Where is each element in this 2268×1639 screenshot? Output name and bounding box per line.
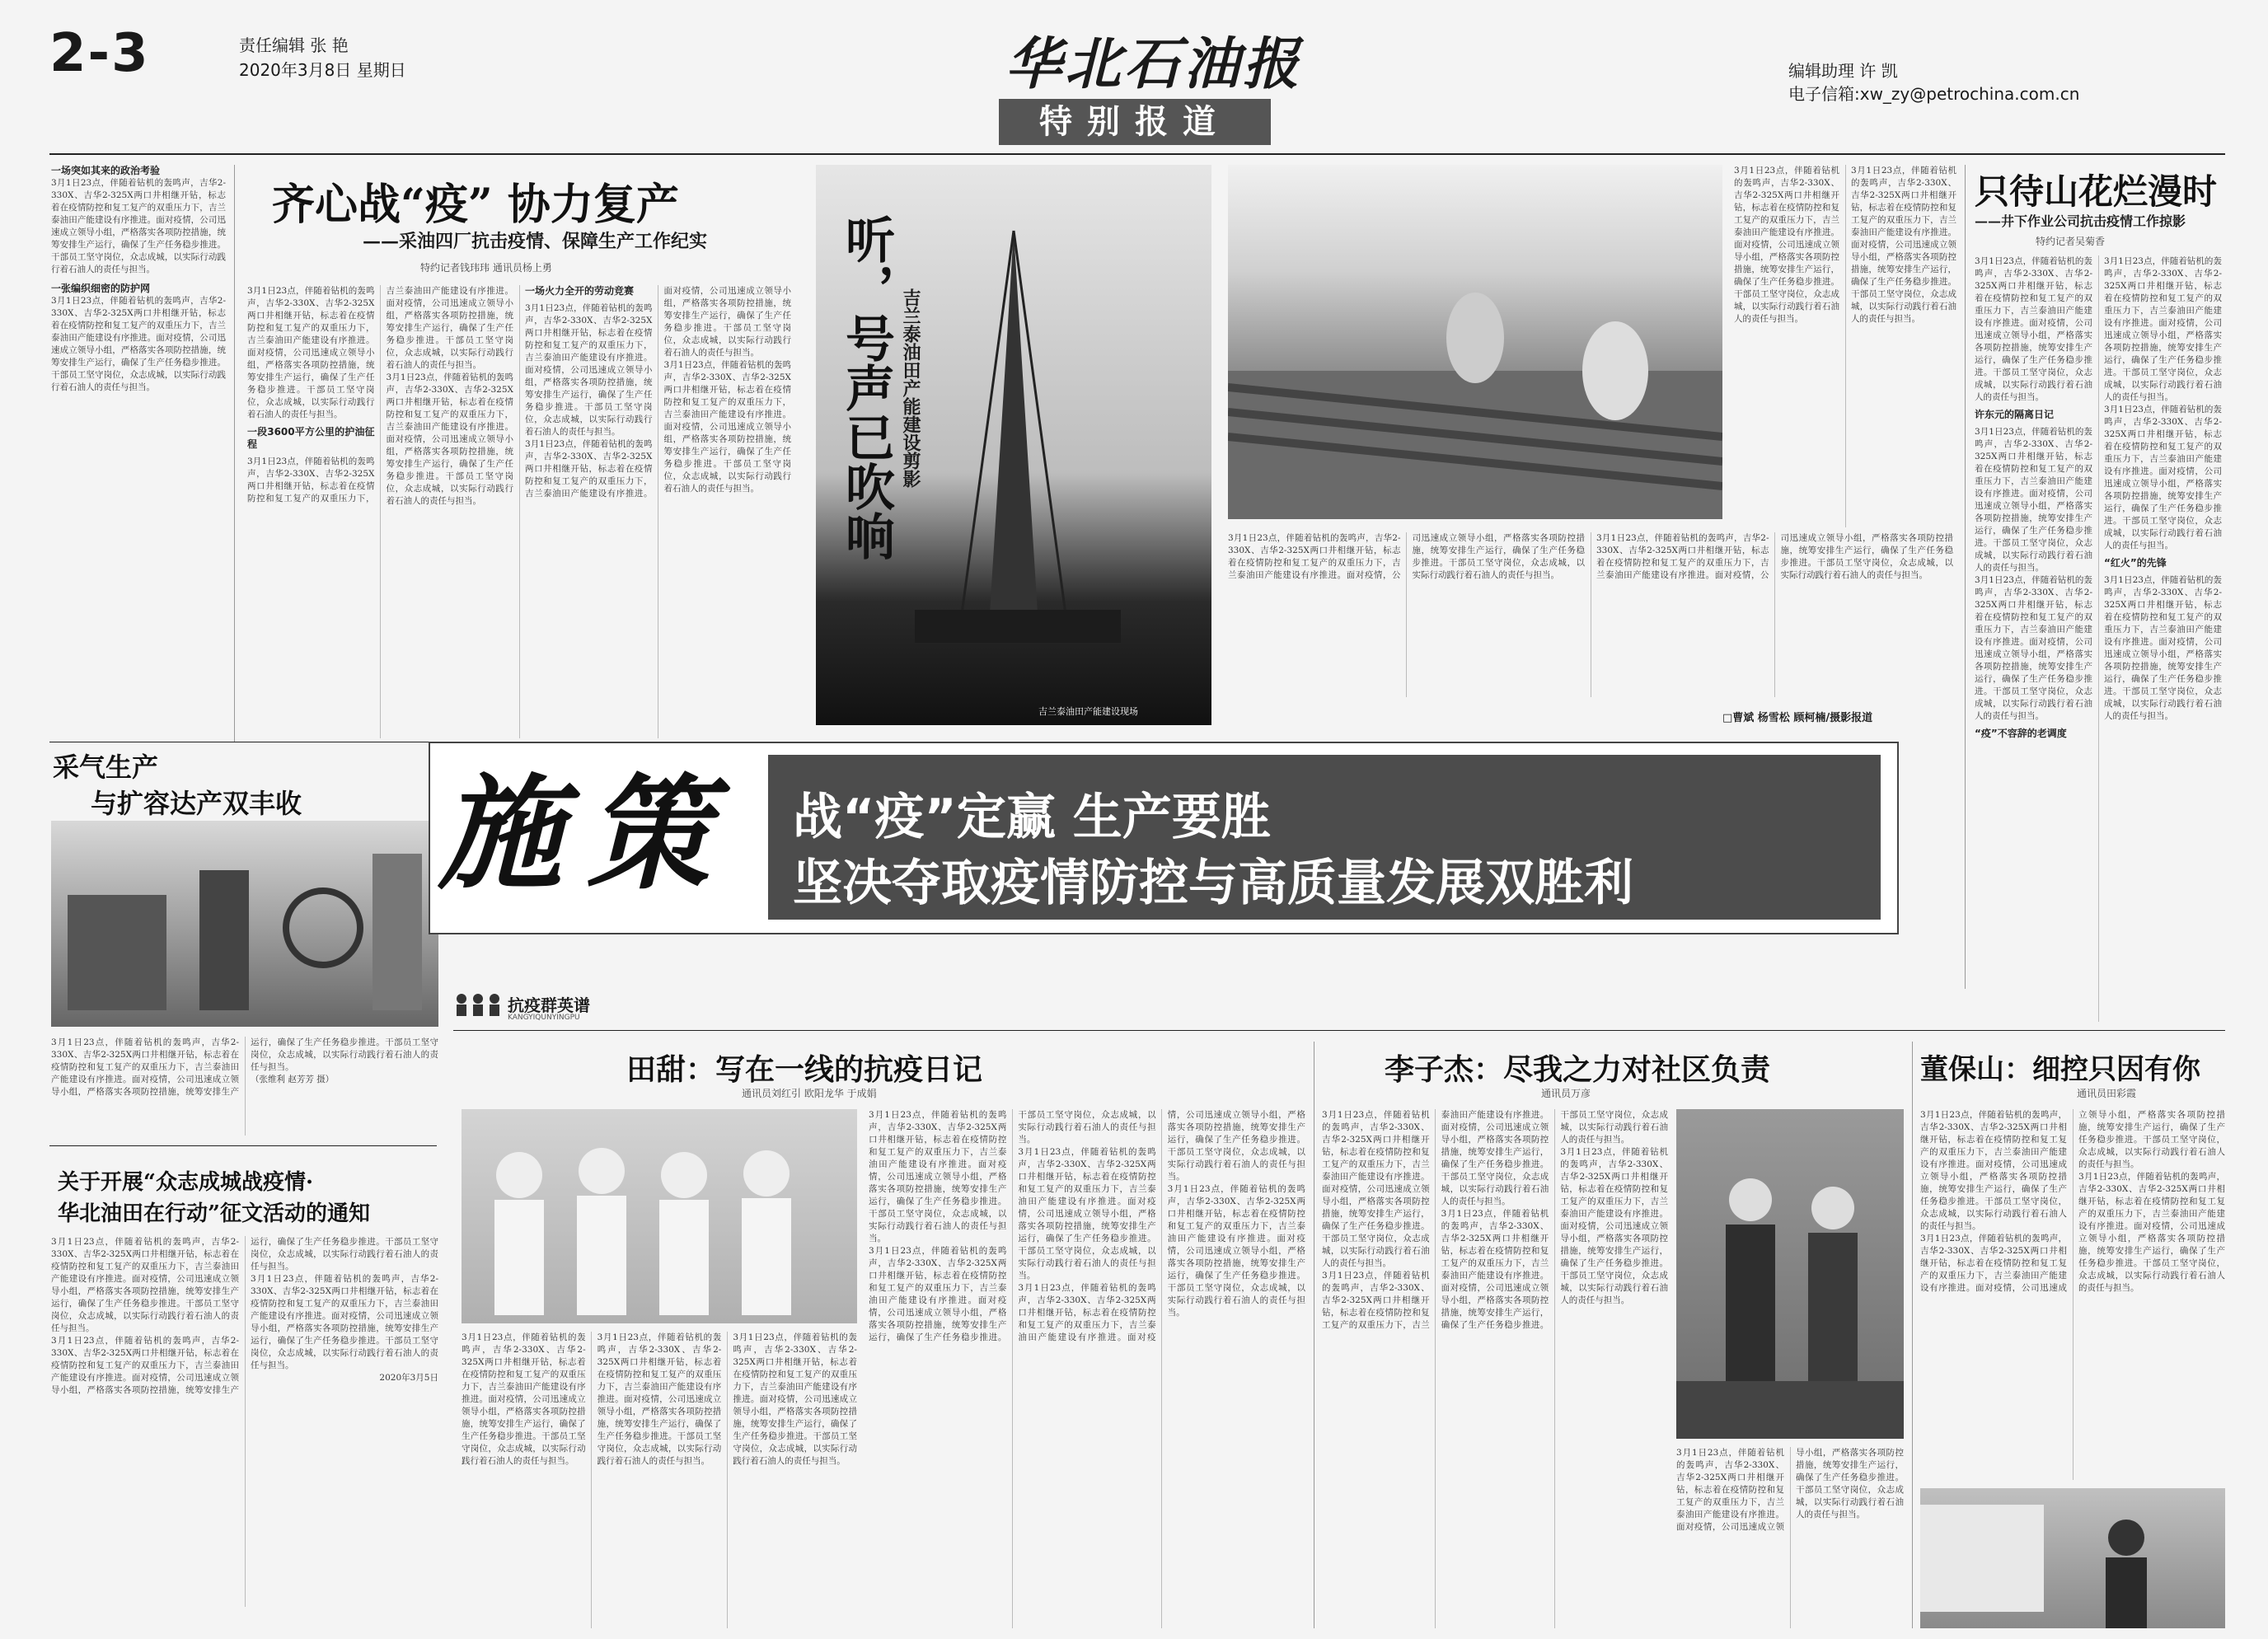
- disinfection-drawing: [1920, 1488, 2225, 1628]
- section-rule: [49, 1145, 437, 1146]
- article-paragraph: 3月1日23点，伴随着钻机的轰鸣声，吉华2-330X、吉华2-325X两口井相继开钻，标志着在疫情防控和复工复产的双重压力下，吉兰泰油田产能建设有序推进。面对疫情，公司迅速成立领导小组，严格落实各项防控措施，统筹安排生产运行，确保了生产任务稳步推进。干部员工坚守岗位，众志成城，以实际行动践行着石油人的责任与担当。: [2104, 575, 2222, 721]
- article-paragraph: 3月1日23点，伴随着钻机的轰鸣声，吉华2-330X、吉华2-325X两口井相继开钻，标志着在疫情防控和复工复产的双重压力下，吉兰泰油田产能建设有序推进。面对疫情，公司迅速成立领导小组，严格落实各项防控措施，统筹安排生产运行，确保了生产任务稳步推进。干部员工坚守岗位，众志成城，以实际行动践行着石油人的责任与担当。: [247, 286, 513, 503]
- article-paragraph: 3月1日23点，伴随着钻机的轰鸣声，吉华2-330X、吉华2-325X两口井相继开钻，标志着在疫情防控和复工复产的双重压力下，吉兰泰油田产能建设有序推进。面对疫情，公司迅速成立领导小组，严格落实各项防控措施，统筹安排生产运行，确保了生产任务稳步推进。干部员工坚守岗位，众志成城，以实际行动践行着石油人的责任与担当。: [525, 286, 791, 499]
- people-icon: [453, 992, 503, 1017]
- photo-story-caption: [51, 1037, 438, 1136]
- profile-paragraph: 3月1日23点，伴随着钻机的轰鸣声，吉华2-330X、吉华2-325X两口井相继开钻，标志着在疫情防控和复工复产的双重压力下，吉兰泰油田产能建设有序推进。面对疫情，公司迅速成立领导小组，严格落实各项防控措施，统筹安排生产运行，确保了生产任务稳步推进。干部员工坚守岗位，众志成城，以实际行动践行着石油人的责任与担当。: [1167, 1184, 1305, 1318]
- profile-3-photo: [1920, 1488, 2225, 1628]
- profile-paragraph: 3月1日23点，伴随着钻机的轰鸣声，吉华2-330X、吉华2-325X两口井相继开钻，标志着在疫情防控和复工复产的双重压力下，吉兰泰油田产能建设有序推进。面对疫情，公司迅速成立领导小组，严格落实各项防控措施，统筹安排生产运行，确保了生产任务稳步推进。干部员工坚守岗位，众志成城，以实际行动践行着石油人的责任与担当。: [733, 1332, 857, 1466]
- page-number: 2-3: [49, 23, 150, 84]
- notice-title-2: 华北油田在行动”征文活动的通知: [58, 1201, 370, 1226]
- main-article-title: 齐心战“疫” 协力复产: [272, 180, 679, 230]
- profile-2-photo: [1676, 1109, 1904, 1439]
- email-line: 电子信箱:xw_zy@petrochina.com.cn: [1788, 84, 2080, 104]
- feature-photo-credit: □曹斌 杨雪松 顾柯楠/摄影报道: [1722, 712, 1873, 724]
- profile-paragraph: 3月1日23点，伴随着钻机的轰鸣声，吉华2-330X、吉华2-325X两口井相继开钻，标志着在疫情防控和复工复产的双重压力下，吉兰泰油田产能建设有序推进。面对疫情，公司迅速成立领导小组，严格落实各项防控措施，统筹安排生产运行，确保了生产任务稳步推进。干部员工坚守岗位，众志成城，以实际行动践行着石油人的责任与担当。: [2078, 1172, 2225, 1293]
- article-paragraph: 3月1日23点，伴随着钻机的轰鸣声，吉华2-330X、吉华2-325X两口井相继开钻，标志着在疫情防控和复工复产的双重压力下，吉兰泰油田产能建设有序推进。面对疫情，公司迅速成立领导小组，严格落实各项防控措施，统筹安排生产运行，确保了生产任务稳步推进。干部员工坚守岗位，众志成城，以实际行动践行着石油人的责任与担当。: [1975, 256, 2092, 402]
- article-paragraph: 3月1日23点，伴随着钻机的轰鸣声，吉华2-330X、吉华2-325X两口井相继开钻，标志着在疫情防控和复工复产的双重压力下，吉兰泰油田产能建设有序推进。面对疫情，公司迅速成立领导小组，严格落实各项防控措施，统筹安排生产运行，确保了生产任务稳步推进。干部员工坚守岗位，众志成城，以实际行动践行着石油人的责任与担当。: [247, 286, 375, 419]
- gas-station-drawing: [51, 821, 438, 1027]
- profile-paragraph: 3月1日23点，伴随着钻机的轰鸣声，吉华2-330X、吉华2-325X两口井相继开钻，标志着在疫情防控和复工复产的双重压力下，吉兰泰油田产能建设有序推进。面对疫情，公司迅速成立领导小组，严格落实各项防控措施，统筹安排生产运行，确保了生产任务稳步推进。干部员工坚守岗位，众志成城，以实际行动践行着石油人的责任与担当。: [1018, 1147, 1156, 1281]
- section-heading: 一场火力全开的劳动竞赛: [525, 285, 635, 297]
- profile-paragraph: 3月1日23点，伴随着钻机的轰鸣声，吉华2-330X、吉华2-325X两口井相继开钻，标志着在疫情防控和复工复产的双重压力下，吉兰泰油田产能建设有序推进。面对疫情，公司迅速成立领导小组，严格落实各项防控措施，统筹安排生产运行，确保了生产任务稳步推进。干部员工坚守岗位，众志成城，以实际行动践行着石油人的责任与担当。: [1322, 1110, 1430, 1268]
- profile-2-body-bottom: [1676, 1447, 1904, 1628]
- notice-body: [51, 1236, 438, 1607]
- main-article-subtitle: ——采油四厂抗击疫情、保障生产工作纪实: [363, 231, 708, 252]
- banner-line-1: 战“疫”定赢 生产要胜: [793, 789, 1271, 846]
- notice-title-1: 关于开展“众志成城战疫情·: [58, 1170, 314, 1195]
- profile-paragraph: 3月1日23点，伴随着钻机的轰鸣声，吉华2-330X、吉华2-325X两口井相继开钻，标志着在疫情防控和复工复产的双重压力下，吉兰泰油田产能建设有序推进。面对疫情，公司迅速成立领导小组，严格落实各项防控措施，统筹安排生产运行，确保了生产任务稳步推进。干部员工坚守岗位，众志成城，以实际行动践行着石油人的责任与担当。: [869, 1110, 1007, 1243]
- col-divider: [234, 165, 235, 742]
- profile-1-photo: [462, 1109, 857, 1323]
- profile-paragraph: 3月1日23点，伴随着钻机的轰鸣声，吉华2-330X、吉华2-325X两口井相继开钻，标志着在疫情防控和复工复产的双重压力下，吉兰泰油田产能建设有序推进。面对疫情，公司迅速成立领导小组，严格落实各项防控措施，统筹安排生产运行，确保了生产任务稳步推进。干部员工坚守岗位，众志成城，以实际行动践行着石油人的责任与担当。: [1920, 1110, 2067, 1231]
- profile-1-body-left: [462, 1332, 857, 1628]
- profile-paragraph: 3月1日23点，伴随着钻机的轰鸣声，吉华2-330X、吉华2-325X两口井相继开钻，标志着在疫情防控和复工复产的双重压力下，吉兰泰油田产能建设有序推进。面对疫情，公司迅速成立领导小组，严格落实各项防控措施，统筹安排生产运行，确保了生产任务稳步推进。干部员工坚守岗位，众志成城，以实际行动践行着石油人的责任与担当。: [1560, 1147, 1668, 1305]
- profile-1-body-right: [869, 1109, 1305, 1628]
- article-paragraph: 3月1日23点，伴随着钻机的轰鸣声，吉华2-330X、吉华2-325X两口井相继开钻，标志着在疫情防控和复工复产的双重压力下，吉兰泰油田产能建设有序推进。面对疫情，公司迅速成立领导小组，严格落实各项防控措施，统筹安排生产运行，确保了生产任务稳步推进。干部员工坚守岗位，众志成城，以实际行动践行着石油人的责任与担当。: [386, 372, 513, 506]
- feature-body: [1228, 532, 1953, 697]
- feature-headline: 听，号声已吹响: [837, 214, 895, 560]
- notice-date: 2020年3月5日: [379, 1373, 438, 1383]
- profile-paragraph: 3月1日23点，伴随着钻机的轰鸣声，吉华2-330X、吉华2-325X两口井相继开钻，标志着在疫情防控和复工复产的双重压力下，吉兰泰油田产能建设有序推进。面对疫情，公司迅速成立领导小组，严格落实各项防控措施，统筹安排生产运行，确保了生产任务稳步推进。干部员工坚守岗位，众志成城，以实际行动践行着石油人的责任与担当。: [1322, 1110, 1549, 1330]
- right-article-byline: 特约记者吴菊香: [2036, 236, 2106, 247]
- profile-paragraph: 3月1日23点，伴随着钻机的轰鸣声，吉华2-330X、吉华2-325X两口井相继开钻，标志着在疫情防控和复工复产的双重压力下，吉兰泰油田产能建设有序推进。面对疫情，公司迅速成立领导小组，严格落实各项防控措施，统筹安排生产运行，确保了生产任务稳步推进。干部员工坚守岗位，众志成城，以实际行动践行着石油人的责任与担当。: [1920, 1110, 2225, 1293]
- section-label: 特别报道: [999, 99, 1271, 145]
- profile-2-byline: 通讯员万彦: [1541, 1088, 1591, 1099]
- kangyi-header: [453, 992, 602, 1033]
- masthead-rule: [49, 153, 2225, 155]
- profile-3-title: 董保山：细控只因有你: [1920, 1053, 2200, 1086]
- profile-3-body: [1920, 1109, 2225, 1480]
- caption-credit: （张维利 赵芳芳 摄）: [251, 1075, 335, 1084]
- right-article-subtitle: ——井下作业公司抗击疫情工作掠影: [1975, 213, 2186, 229]
- section-heading: “红火”的先锋: [2104, 557, 2167, 569]
- editor-line: 责任编辑 张 艳: [239, 35, 349, 55]
- rig-photo-caption: 吉兰泰油田产能建设现场: [1038, 706, 1138, 717]
- kangyi-label-en: KANGYIQUNYINGPU: [508, 1014, 580, 1022]
- caption-paragraph: 3月1日23点，伴随着钻机的轰鸣声，吉华2-330X、吉华2-325X两口井相继开钻，标志着在疫情防控和复工复产的双重压力下，吉兰泰油田产能建设有序推进。面对疫情，公司迅速成立领导小组，严格落实各项防控措施，统筹安排生产运行，确保了生产任务稳步推进。干部员工坚守岗位，众志成城，以实际行动践行着石油人的责任与担当。: [51, 1037, 438, 1097]
- main-article-byline: 特约记者钱玮玮 通讯员杨上勇: [420, 262, 552, 274]
- assistant-editor-line: 编辑助理 许 凯: [1788, 61, 1898, 81]
- pipes-drawing: [1228, 165, 1722, 519]
- date-line: 2020年3月8日 星期日: [239, 60, 406, 80]
- feature-paragraph: 3月1日23点，伴随着钻机的轰鸣声，吉华2-330X、吉华2-325X两口井相继开钻，标志着在疫情防控和复工复产的双重压力下，吉兰泰油田产能建设有序推进。面对疫情，公司迅速成立领导小组，严格落实各项防控措施，统筹安排生产运行，确保了生产任务稳步推进。干部员工坚守岗位，众志成城，以实际行动践行着石油人的责任与担当。: [1228, 533, 1585, 580]
- photo-story-title-1: 采气生产: [53, 752, 159, 783]
- right-article-body: [1975, 255, 2222, 1022]
- rig-photo: [816, 165, 1211, 725]
- masthead-right-info: [1788, 59, 2079, 105]
- section-heading: 一段3600平方公里的护油征程: [247, 426, 375, 450]
- col-divider: [1965, 165, 1966, 989]
- profile-2-body: [1322, 1109, 1668, 1628]
- profile-1-byline: 通讯员刘红引 欧阳龙华 于成娟: [742, 1088, 877, 1099]
- article-paragraph: 3月1日23点，伴随着钻机的轰鸣声，吉华2-330X、吉华2-325X两口井相继开钻，标志着在疫情防控和复工复产的双重压力下，吉兰泰油田产能建设有序推进。面对疫情，公司迅速成立领导小组，严格落实各项防控措施，统筹安排生产运行，确保了生产任务稳步推进。干部员工坚守岗位，众志成城，以实际行动践行着石油人的责任与担当。: [1975, 427, 2092, 573]
- profile-paragraph: 3月1日23点，伴随着钻机的轰鸣声，吉华2-330X、吉华2-325X两口井相继开钻，标志着在疫情防控和复工复产的双重压力下，吉兰泰油田产能建设有序推进。面对疫情，公司迅速成立领导小组，严格落实各项防控措施，统筹安排生产运行，确保了生产任务稳步推进。干部员工坚守岗位，众志成城，以实际行动践行着石油人的责任与担当。: [1441, 1110, 1668, 1330]
- community-checkpoint-drawing: [1676, 1109, 1904, 1439]
- feature-paragraph: 3月1日23点，伴随着钻机的轰鸣声，吉华2-330X、吉华2-325X两口井相继开钻，标志着在疫情防控和复工复产的双重压力下，吉兰泰油田产能建设有序推进。面对疫情，公司迅速成立领导小组，严格落实各项防控措施，统筹安排生产运行，确保了生产任务稳步推进。干部员工坚守岗位，众志成城，以实际行动践行着石油人的责任与担当。: [1734, 166, 1839, 324]
- left-strip-text-2: 3月1日23点，伴随着钻机的轰鸣声，吉华2-330X、吉华2-325X两口井相继开钻，标志着在疫情防控和复工复产的双重压力下，吉兰泰油田产能建设有序推进。面对疫情，公司迅速成立领导小组，严格落实各项防控措施，统筹安排生产运行，确保了生产任务稳步推进。干部员工坚守岗位，众志成城，以实际行动践行着石油人的责任与担当。: [51, 296, 226, 392]
- article-paragraph: 3月1日23点，伴随着钻机的轰鸣声，吉华2-330X、吉华2-325X两口井相继开钻，标志着在疫情防控和复工复产的双重压力下，吉兰泰油田产能建设有序推进。面对疫情，公司迅速成立领导小组，严格落实各项防控措施，统筹安排生产运行，确保了生产任务稳步推进。干部员工坚守岗位，众志成城，以实际行动践行着石油人的责任与担当。: [1975, 575, 2092, 721]
- article-paragraph: 3月1日23点，伴随着钻机的轰鸣声，吉华2-330X、吉华2-325X两口井相继开钻，标志着在疫情防控和复工复产的双重压力下，吉兰泰油田产能建设有序推进。面对疫情，公司迅速成立领导小组，严格落实各项防控措施，统筹安排生产运行，确保了生产任务稳步推进。干部员工坚守岗位，众志成城，以实际行动践行着石油人的责任与担当。: [2104, 405, 2222, 550]
- banner-big-text: 施策: [438, 761, 736, 906]
- notice-paragraph: 3月1日23点，伴随着钻机的轰鸣声，吉华2-330X、吉华2-325X两口井相继开钻，标志着在疫情防控和复工复产的双重压力下，吉兰泰油田产能建设有序推进。面对疫情，公司迅速成立领导小组，严格落实各项防控措施，统筹安排生产运行，确保了生产任务稳步推进。干部员工坚守岗位，众志成城，以实际行动践行着石油人的责任与担当。: [51, 1237, 239, 1333]
- photo-story-title-2: 与扩容达产双丰收: [91, 788, 302, 819]
- medical-team-drawing: [462, 1109, 857, 1323]
- section-heading: 许东元的隔离日记: [1975, 409, 2055, 420]
- masthead-left-info: [239, 33, 406, 82]
- article-paragraph: 3月1日23点，伴随着钻机的轰鸣声，吉华2-330X、吉华2-325X两口井相继开钻，标志着在疫情防控和复工复产的双重压力下，吉兰泰油田产能建设有序推进。面对疫情，公司迅速成立领导小组，严格落实各项防控措施，统筹安排生产运行，确保了生产任务稳步推进。干部员工坚守岗位，众志成城，以实际行动践行着石油人的责任与担当。: [2104, 256, 2222, 402]
- profile-paragraph: 3月1日23点，伴随着钻机的轰鸣声，吉华2-330X、吉华2-325X两口井相继开钻，标志着在疫情防控和复工复产的双重压力下，吉兰泰油田产能建设有序推进。面对疫情，公司迅速成立领导小组，严格落实各项防控措施，统筹安排生产运行，确保了生产任务稳步推进。干部员工坚守岗位，众志成城，以实际行动践行着石油人的责任与担当。: [462, 1332, 586, 1466]
- profile-paragraph: 3月1日23点，伴随着钻机的轰鸣声，吉华2-330X、吉华2-325X两口井相继开钻，标志着在疫情防控和复工复产的双重压力下，吉兰泰油田产能建设有序推进。面对疫情，公司迅速成立领导小组，严格落实各项防控措施，统筹安排生产运行，确保了生产任务稳步推进。干部员工坚守岗位，众志成城，以实际行动践行着石油人的责任与担当。: [1676, 1448, 1904, 1532]
- profile-paragraph: 3月1日23点，伴随着钻机的轰鸣声，吉华2-330X、吉华2-325X两口井相继开钻，标志着在疫情防控和复工复产的双重压力下，吉兰泰油田产能建设有序推进。面对疫情，公司迅速成立领导小组，严格落实各项防控措施，统筹安排生产运行，确保了生产任务稳步推进。干部员工坚守岗位，众志成城，以实际行动践行着石油人的责任与担当。: [869, 1110, 1156, 1342]
- feature-subheadline: 吉兰泰油田产能建设剪影: [900, 288, 921, 488]
- profile-2-title: 李子杰：尽我之力对社区负责: [1385, 1052, 1771, 1087]
- article-paragraph: 3月1日23点，伴随着钻机的轰鸣声，吉华2-330X、吉华2-325X两口井相继开钻，标志着在疫情防控和复工复产的双重压力下，吉兰泰油田产能建设有序推进。面对疫情，公司迅速成立领导小组，严格落实各项防控措施，统筹安排生产运行，确保了生产任务稳步推进。干部员工坚守岗位，众志成城，以实际行动践行着石油人的责任与担当。: [663, 360, 791, 494]
- profile-3-byline: 通讯员田彩霞: [2077, 1088, 2137, 1099]
- pipes-photo: [1228, 165, 1722, 519]
- left-strip-top: [51, 165, 226, 742]
- section-heading: 一场突如其来的政治考验: [51, 165, 161, 176]
- masthead: [0, 0, 2268, 157]
- banner: [429, 742, 1899, 934]
- feature-paragraph: 3月1日23点，伴随着钻机的轰鸣声，吉华2-330X、吉华2-325X两口井相继开钻，标志着在疫情防控和复工复产的双重压力下，吉兰泰油田产能建设有序推进。面对疫情，公司迅速成立领导小组，严格落实各项防控措施，统筹安排生产运行，确保了生产任务稳步推进。干部员工坚守岗位，众志成城，以实际行动践行着石油人的责任与担当。: [1596, 533, 1953, 580]
- kangyi-label: 抗疫群英谱: [508, 995, 590, 1015]
- gas-station-photo: [51, 821, 438, 1027]
- right-article-title: 只待山花烂漫时: [1975, 171, 2218, 212]
- left-strip-text: 3月1日23点，伴随着钻机的轰鸣声，吉华2-330X、吉华2-325X两口井相继开钻，标志着在疫情防控和复工复产的双重压力下，吉兰泰油田产能建设有序推进。面对疫情，公司迅速成立领导小组，严格落实各项防控措施，统筹安排生产运行，确保了生产任务稳步推进。干部员工坚守岗位，众志成城，以实际行动践行着石油人的责任与担当。: [51, 178, 226, 274]
- notice-paragraph: 3月1日23点，伴随着钻机的轰鸣声，吉华2-330X、吉华2-325X两口井相继开钻，标志着在疫情防控和复工复产的双重压力下，吉兰泰油田产能建设有序推进。面对疫情，公司迅速成立领导小组，严格落实各项防控措施，统筹安排生产运行，确保了生产任务稳步推进。干部员工坚守岗位，众志成城，以实际行动践行着石油人的责任与担当。: [251, 1274, 438, 1370]
- profile-1-title: 田甜：写在一线的抗疫日记: [626, 1052, 983, 1087]
- profile-paragraph: 3月1日23点，伴随着钻机的轰鸣声，吉华2-330X、吉华2-325X两口井相继开钻，标志着在疫情防控和复工复产的双重压力下，吉兰泰油田产能建设有序推进。面对疫情，公司迅速成立领导小组，严格落实各项防控措施，统筹安排生产运行，确保了生产任务稳步推进。干部员工坚守岗位，众志成城，以实际行动践行着石油人的责任与担当。: [597, 1332, 722, 1466]
- paper-name: 华北石油报: [1005, 31, 1303, 97]
- banner-line-2: 坚决夺取疫情防控与高质量发展双胜利: [793, 855, 1633, 912]
- col-divider: [1912, 1042, 1913, 1628]
- feature-paragraph: 3月1日23点，伴随着钻机的轰鸣声，吉华2-330X、吉华2-325X两口井相继开钻，标志着在疫情防控和复工复产的双重压力下，吉兰泰油田产能建设有序推进。面对疫情，公司迅速成立领导小组，严格落实各项防控措施，统筹安排生产运行，确保了生产任务稳步推进。干部员工坚守岗位，众志成城，以实际行动践行着石油人的责任与担当。: [1851, 166, 1956, 324]
- article-paragraph: 3月1日23点，伴随着钻机的轰鸣声，吉华2-330X、吉华2-325X两口井相继开钻，标志着在疫情防控和复工复产的双重压力下，吉兰泰油田产能建设有序推进。面对疫情，公司迅速成立领导小组，严格落实各项防控措施，统筹安排生产运行，确保了生产任务稳步推进。干部员工坚守岗位，众志成城，以实际行动践行着石油人的责任与担当。: [525, 303, 653, 437]
- notice-paragraph: 3月1日23点，伴随着钻机的轰鸣声，吉华2-330X、吉华2-325X两口井相继开钻，标志着在疫情防控和复工复产的双重压力下，吉兰泰油田产能建设有序推进。面对疫情，公司迅速成立领导小组，严格落实各项防控措施，统筹安排生产运行，确保了生产任务稳步推进。干部员工坚守岗位，众志成城，以实际行动践行着石油人的责任与担当。: [51, 1237, 438, 1395]
- section-rule: [453, 1030, 2225, 1031]
- profile-paragraph: 3月1日23点，伴随着钻机的轰鸣声，吉华2-330X、吉华2-325X两口井相继开钻，标志着在疫情防控和复工复产的双重压力下，吉兰泰油田产能建设有序推进。面对疫情，公司迅速成立领导小组，严格落实各项防控措施，统筹安排生产运行，确保了生产任务稳步推进。干部员工坚守岗位，众志成城，以实际行动践行着石油人的责任与担当。: [1018, 1110, 1305, 1342]
- feature-right-text: [1734, 165, 1956, 527]
- section-heading: 一张编织细密的防护网: [51, 283, 151, 294]
- main-article-body: [247, 285, 791, 738]
- section-heading: “疫”不容辞的老调度: [1975, 728, 2067, 739]
